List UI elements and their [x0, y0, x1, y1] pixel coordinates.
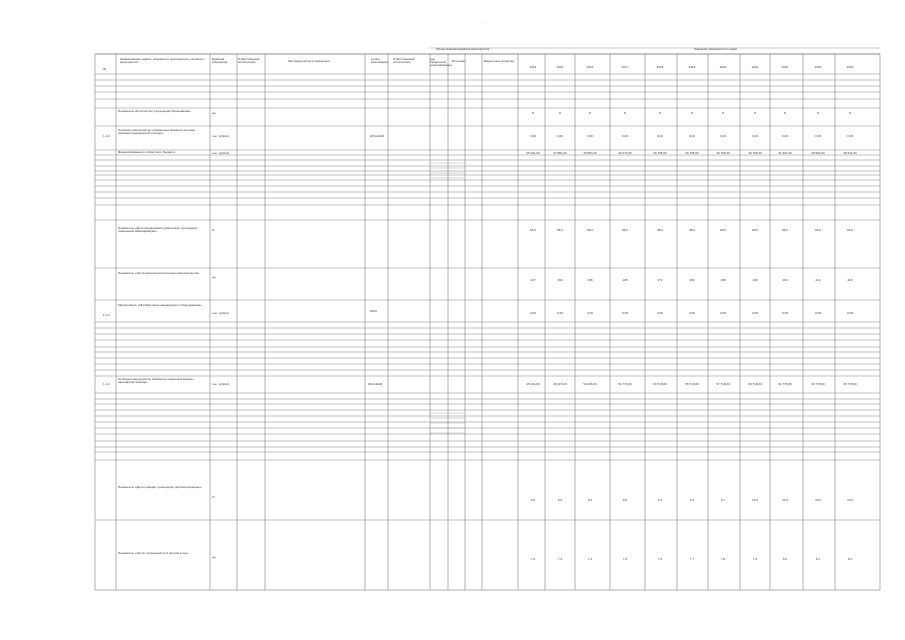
header-year: 2020	[719, 65, 727, 69]
header-year: 2015	[556, 65, 564, 69]
table-cell: 0,00	[752, 134, 758, 138]
table-cell: 33 501,00	[811, 151, 825, 155]
table-cell: 8,8	[622, 498, 628, 502]
table-cell: 8,0	[782, 557, 788, 561]
header-year: 2022	[781, 65, 789, 69]
header-values-group: Значения показателя по годам	[694, 47, 737, 51]
table-cell: 0,00	[657, 134, 663, 138]
table-cell: 57 718,00	[716, 382, 730, 386]
header-year: 2019	[688, 65, 696, 69]
table-cell: 8	[532, 111, 534, 115]
table-cell: 8	[659, 111, 661, 115]
table-cell: 95,0	[622, 228, 628, 232]
table-cell: 29 476,00	[618, 151, 632, 155]
header-name: Наименование задачи, показателя, мероприятия, основного мероприятия	[120, 57, 205, 65]
table-cell: 0,00	[657, 311, 663, 315]
row-name: Показатель «Количество учреждений образования»	[118, 109, 191, 113]
header-unit: Единица измерения	[212, 57, 228, 65]
table-cell: 0,00	[689, 134, 695, 138]
table-cell: 55 718,00	[685, 382, 699, 386]
table-cell: 95,0	[530, 228, 536, 232]
header-year: 2021	[751, 65, 759, 69]
row-name: Основное мероприятие «Развитие первичной медико-санитарной помощи»	[118, 377, 194, 385]
row-name: Показатель «Доля граждан, прошедших диспансеризацию»	[118, 485, 202, 489]
table-cell: 63 778,00	[811, 382, 825, 386]
table-cell: 31 561,00	[778, 151, 792, 155]
header-year: 2016	[586, 65, 594, 69]
header-code: Код бюджетной классификации	[430, 57, 452, 68]
table-cell: 8	[784, 111, 786, 115]
row-name: Мероприятие «Приобретение медицинского оборудования»	[118, 303, 202, 307]
table-cell: 8,1	[815, 557, 821, 561]
row-period: 2024	[370, 309, 377, 313]
table-cell: 8	[589, 111, 591, 115]
table-cell: 27 881,00	[553, 151, 567, 155]
table-cell: 8	[754, 111, 756, 115]
table-cell: 95,0	[752, 228, 758, 232]
table-cell: 7,6	[657, 557, 663, 561]
table-cell: 188	[720, 278, 726, 282]
row-period: 2014-2024	[368, 382, 383, 386]
header-period: Сроки реализации	[371, 57, 388, 65]
table-cell: 0,00	[720, 134, 726, 138]
table-cell: 204	[782, 278, 788, 282]
table-cell: 65 778,00	[843, 382, 857, 386]
header-year: 2017	[621, 65, 629, 69]
table-cell: 0,00	[587, 134, 593, 138]
table-cell: 212	[815, 278, 821, 282]
table-cell: 95,0	[557, 228, 563, 232]
table-cell: 50 036,00	[583, 382, 597, 386]
table-cell: 48 115,00	[553, 382, 567, 386]
table-cell: 29 554,00	[583, 151, 597, 155]
row-name: Показатель «Доля медицинских работников, прошедших повышение квалификации»	[118, 226, 198, 234]
table-cell: 7,3	[557, 557, 563, 561]
table-cell: 9,4	[689, 498, 695, 502]
table-cell: 0,00	[782, 311, 788, 315]
table-cell: 0,00	[720, 311, 726, 315]
table-cell: 45 311,00	[526, 382, 540, 386]
header-year: 2018	[656, 65, 664, 69]
table-cell: 165	[622, 278, 628, 282]
row-name: Основное мероприятие «Совершенствование системы оказания медицинской помощи»	[118, 128, 195, 136]
table-cell: 0,00	[587, 311, 593, 315]
table-cell: 29 795,00	[716, 151, 730, 155]
row-unit: %	[212, 495, 215, 499]
table-cell: 0,00	[557, 134, 563, 138]
row-unit: тыс. рублей	[212, 134, 229, 138]
table-cell: 196	[752, 278, 758, 282]
header-year: 2024	[846, 65, 854, 69]
scan-speck: ·	[483, 20, 485, 25]
table-cell: 8,2	[847, 557, 853, 561]
table-cell: 0,00	[847, 134, 853, 138]
table-cell: 7,4	[587, 557, 593, 561]
table-cell: 0,00	[622, 134, 628, 138]
row-name: Финансирование из областного бюджета	[118, 150, 176, 154]
table-cell: 51 779,00	[618, 382, 632, 386]
table-cell: 29 795,00	[748, 151, 762, 155]
table-cell: 9,7	[720, 498, 726, 502]
table-cell: 0,00	[815, 134, 821, 138]
row-num: 1.1.4	[103, 382, 110, 386]
table-cell: 0,00	[530, 134, 536, 138]
table-cell: 95,0	[847, 228, 853, 232]
table-cell: 8,0	[530, 498, 536, 502]
table-cell: 7,9	[752, 557, 758, 561]
row-unit: тыс. рублей	[212, 151, 229, 155]
row-name: Показатель «Число посещений на 1 жителя в год»	[118, 551, 189, 555]
table-cell: 53 718,00	[653, 382, 667, 386]
table-cell: 8	[691, 111, 693, 115]
row-unit: ед.	[212, 111, 217, 115]
table-cell: 158	[587, 278, 593, 282]
header-respexec: Ответственный исполнитель	[393, 57, 415, 65]
row-name: Показатель «Число высокотехнологичных вмешательств»	[118, 271, 200, 275]
table-cell: 8,5	[587, 498, 593, 502]
row-num: 1.1.2	[103, 134, 110, 138]
table-cell: 61 778,00	[778, 382, 792, 386]
table-cell: 0,00	[782, 134, 788, 138]
table-cell: 150	[557, 278, 563, 282]
table-cell: 0,00	[847, 311, 853, 315]
table-cell: 0,00	[530, 311, 536, 315]
row-period: 2014-2024	[370, 134, 385, 138]
row-unit: ед.	[212, 555, 217, 559]
row-num: 1.1.3	[103, 313, 110, 317]
table-cell: 172	[657, 278, 663, 282]
table-cell: 8	[722, 111, 724, 115]
table-cell: 95,0	[689, 228, 695, 232]
table-cell: 29 795,00	[685, 151, 699, 155]
table-cell: 0,00	[622, 311, 628, 315]
table-cell: 7,7	[689, 557, 695, 561]
table-cell: 7,8	[720, 557, 726, 561]
table-cell: 10,3	[782, 498, 788, 502]
table-cell: 7,5	[622, 557, 628, 561]
table-cell: 220	[847, 278, 853, 282]
table-cell: 10,9	[847, 498, 853, 502]
table-cell: 8	[559, 111, 561, 115]
header-budget: Бюджетные средства	[484, 59, 514, 63]
table-cell: 0,00	[557, 311, 563, 315]
table-cell: 59 718,00	[748, 382, 762, 386]
table-cell: 9,1	[657, 498, 663, 502]
row-unit: тыс. рублей	[212, 382, 229, 386]
table-cell: 95,0	[720, 228, 726, 232]
header-source: Источник	[452, 59, 465, 63]
row-unit: ед.	[212, 275, 217, 279]
table-cell: 7,2	[530, 557, 536, 561]
table-cell: 180	[689, 278, 695, 282]
table-cell: 137	[530, 278, 536, 282]
table-cell: 95,0	[815, 228, 821, 232]
table-cell: 8	[849, 111, 851, 115]
table-cell: 8	[624, 111, 626, 115]
table-cell: 10,0	[752, 498, 758, 502]
row-unit: тыс. рублей	[212, 311, 229, 315]
table-cell: 8,2	[557, 498, 563, 502]
table-cell: 95,0	[657, 228, 663, 232]
table-cell: 95,0	[782, 228, 788, 232]
row-unit: %	[212, 228, 215, 232]
table-cell: 0,00	[752, 311, 758, 315]
header-finance-group: Объем финансирования мероприятия	[436, 47, 490, 51]
header-year: 2023	[814, 65, 822, 69]
header-year: 2014	[529, 65, 537, 69]
table-cell: 10,6	[815, 498, 821, 502]
header-resp: Ответственный исполнитель	[238, 57, 260, 65]
table-cell: 29 795,00	[653, 151, 667, 155]
header-num: №	[103, 67, 107, 71]
table-cell: 8	[817, 111, 819, 115]
table-cell: 0,00	[689, 311, 695, 315]
table-cell: 0,00	[815, 311, 821, 315]
table-cell: 95,0	[587, 228, 593, 232]
table-cell: 35 541,00	[843, 151, 857, 155]
header-method: Методика расчета показателя	[288, 59, 330, 63]
table-cell: 25 261,00	[526, 151, 540, 155]
